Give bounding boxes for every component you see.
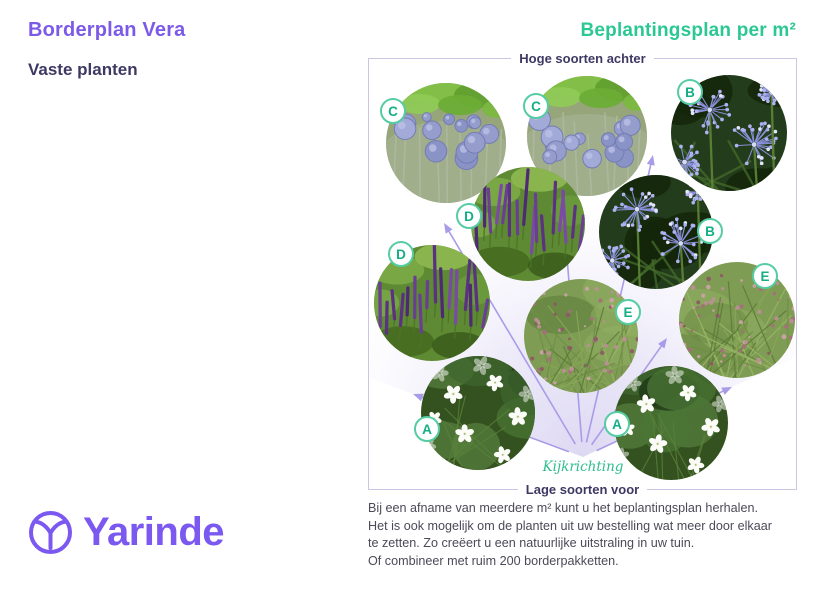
description-line: te zetten. Zo creëert u een natuurlijke uitstraling in uw tuin. — [368, 536, 695, 550]
page-title: Borderplan Vera — [28, 19, 186, 41]
diagram-border-right — [796, 58, 797, 489]
description-line: Bij een afname van meerdere m² kunt u het beplantingsplan herhalen. — [368, 501, 758, 515]
bottom-border-line-right — [647, 489, 797, 490]
diagram-border-left — [368, 58, 369, 489]
plant-photo-a — [421, 356, 535, 470]
plant-badge-e: E — [615, 299, 641, 325]
description-line: Of combineer met ruim 200 borderpakketten. — [368, 553, 619, 568]
top-border-line-left — [368, 58, 511, 59]
plant-badge-e: E — [752, 263, 778, 289]
logo-wordmark: Yarinde — [83, 510, 225, 554]
plant-photo-e — [679, 262, 795, 378]
plant-photo-e — [524, 279, 638, 393]
plant-list-heading: Vaste planten — [28, 60, 138, 79]
plant-photo-d — [471, 167, 585, 281]
view-direction-label: Kijkrichting — [542, 459, 624, 475]
plant-badge-c: C — [380, 98, 406, 124]
plant-badge-d: D — [456, 203, 482, 229]
plant-photo-b — [599, 175, 713, 289]
bottom-border-line-left — [368, 489, 518, 490]
plant-badge-d: D — [388, 241, 414, 267]
diagram-bottom-label-row — [368, 480, 797, 498]
plant-badge-b: B — [677, 79, 703, 105]
page-subtitle: Beplantingsplan per m² — [580, 20, 796, 41]
diagram-top-label-row — [368, 49, 797, 67]
plant-badge-b: B — [697, 218, 723, 244]
top-border-line-right — [654, 58, 797, 59]
top-label: Hoge soorten achter — [519, 50, 646, 66]
plant-badge-a: A — [414, 416, 440, 442]
plant-badge-c: C — [523, 93, 549, 119]
bottom-label: Lage soorten voor — [525, 481, 640, 497]
description-line: Het is ook mogelijk om de planten uit uw bestelling wat meer door elkaar — [368, 518, 772, 533]
plant-badge-a: A — [604, 411, 630, 437]
